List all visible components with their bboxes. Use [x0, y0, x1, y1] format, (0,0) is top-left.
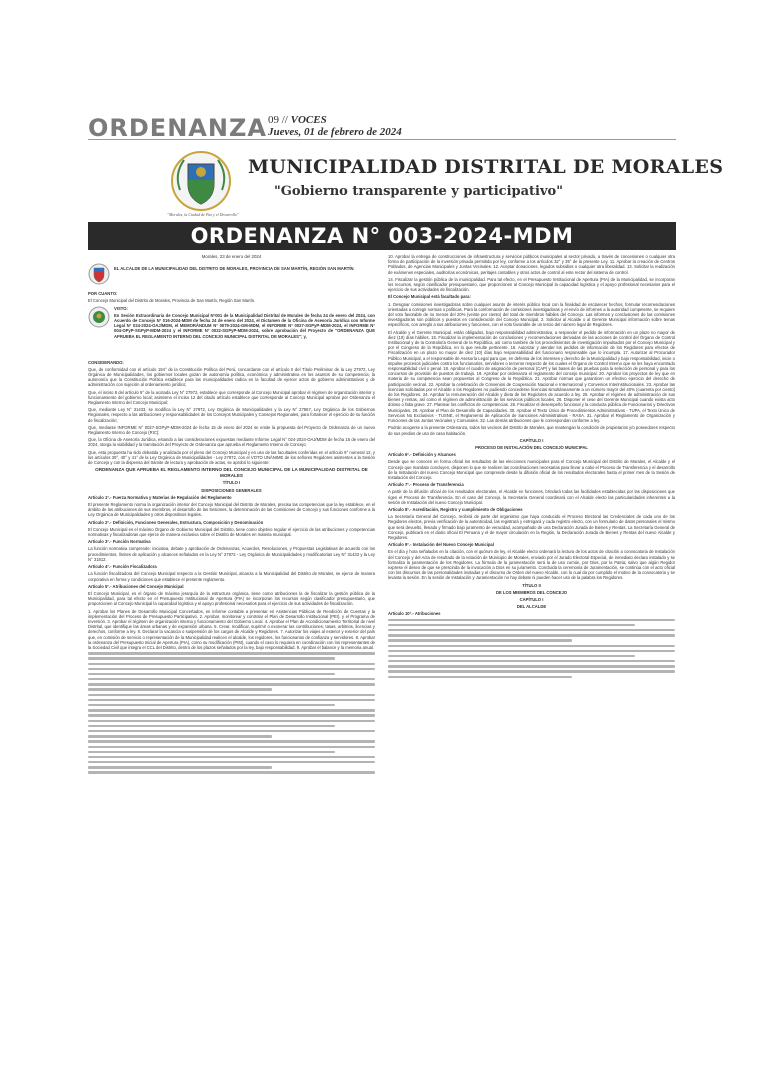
- article-list: El Alcalde y el Gerente Municipal, están obligados, bajo responsabilidad administrativa, a responder el pedido de información en un plazo no mayor de diez (10) días hábiles. 15. Fiscalizar la implementación de conclusiones y recomendaciones derivadas de las acciones de control del Órgano de Control Institucional y de la Contraloría General de la República, así como también de los procedimientos de investigación impulsados por el Concejo Municipal y por el Congreso de la República, en lo que resulte pertinente. 16. Autorizar y atender los pedidos de información de los Regidores para efectos de Fiscalización en un plazo no mayor de diez (10) días bajo responsabilidad del funcionario responsable que lo incumpla. 17. Autorizar al Procurador Público Municipal, a el responsable de Asesoría Legal para que, en defensa de los intereses y derecho de la Municipalidad y bajo responsabilidad, inicie o impulse procesos judiciales contra los funcionarios, servidores o terceros respecto de los cuales el Órgano de Control Interno que se les haya encontrado responsabilidad civil o penal. 18. Aprobar el cuadro de asignación de personal (CAP) y las bases de las pruebas para la selección de personal y para los concursos de provisión de puestos de trabajo. 19. Aprobar por ordenanza el reglamento del concejo municipal. 20. Aprobar los proyectos de ley que en materia de su competencia sean propuestos al Congreso de la República. 21. Aprobar normas que garanticen un efectivo ejercicio del derecho de participación vecinal. 22. Aprobar la celebración de Convenios de Cooperación Nacional e Internacional y Convenios Interinstitucionales. 23. Aprobar las licencias solicitadas por el Alcalde o los Regidores no pudiendo concederse licencias simultáneamente a un número mayor del 40% (cuarenta por ciento) de los Regidores. 24. Aprobar la remuneración del Alcalde y dieta de los Regidores de acuerdo a ley. 25. Aprobar el régimen de administración de sus bienes y rentas, así como el régimen de administración de los servicios públicos locales. 26. Disponer el cese del Gerente Municipal cuando exista acto doloso o falta grave. 27. Plantear los conflictos de competencias. 28. Fiscalizar el desempeño funcional y la conducta pública de Funcionarios y Directivos Municipales. 29. Aprobar el Plan de Desarrollo de Capacidades. 30. Aprobar el Texto Único de Procedimientos Administrativos - TUPA, el Texto Único de Servicios No Exclusivos - TUSNE, el Reglamento de Aplicación de Sanciones Administrativas - RASA. 31. Aprobar el Reglamento de Organización y Funciones de las Juntas Vecinales y Comunales. 32. Las demás atribuciones que le correspondan conforme a ley.: [388, 329, 675, 424]
- article-heading: Artículo 7°.- Proceso de Transferencia: [388, 482, 464, 488]
- coat-of-arms-motto: "Morales, la Ciudad de Paz y el Desarrollo": [167, 212, 239, 217]
- article-text: El presente Reglamento norma la organización interior del Concejo Municipal del Distrito de Morales, precisa las competencias que la ley establece, en el ámbito de las atribuciones de sus miembros, el desarrollo de las Sesiones, la determinación de las Comisiones de Concejo y sus funciones conforme a la Ley Orgánica de Municipalidades y otros dispositivos legales.: [88, 502, 375, 518]
- considerando-paragraph: Que, el inciso 8 del artículo 9° de la acotada Ley N° 27972, establece que corresponde al Concejo Municipal aprobar el régimen de organización interior y funcionamiento del gobierno local; asimismo el inciso 12 del citado artículo establece que corresponde al Concejo Municipal aprobar por Ordenanza el Reglamento Interno del Concejo Municipal;: [88, 389, 375, 406]
- newspaper-page: [88, 112, 724, 1017]
- national-shield-icon: [88, 263, 110, 285]
- title-i: TÍTULO I: [222, 480, 241, 486]
- faculties-text: 1. Designar comisiones investigadoras sobre cualquier asunto de interés público local con la finalidad de esclarecer hechos, formular recomendaciones orientadas a corregir normas o políticas. Para la conformación de comisiones investigadoras y el envío de informes a la autoridad competente, se requiere del voto favorable de no menos del 20% (veinte por ciento) del total de miembros hábiles del Concejo. Las informes y conclusiones de las comisiones investigadoras son públicos y puestos en consideración del Concejo Municipal. 2. Solicitar al Alcalde o al Gerente Municipal información sobre temas específicos, con arreglo a sus atribuciones y funciones, con el voto favorable de un tercio del número legal de Regidores.: [388, 301, 675, 328]
- article-heading: Artículo 9°.- Instalación del Nuevo Concejo Municipal: [388, 542, 494, 548]
- article-heading: Artículo 1°.- Fuerza Normativa y Materias de Regulación del Reglamento: [88, 494, 232, 500]
- header-divider: [88, 139, 676, 140]
- article-text: La función fiscalizadora del Concejo Municipal respecto a la Gestión Municipal, alcanza a la Municipalidad del Distrito de Morales, se ejerce de manera corporativa en forma y condiciones que establece el presente reglamento.: [88, 571, 375, 582]
- issue-meta: [268, 114, 402, 138]
- continued-text-lines: [388, 619, 675, 678]
- continued-text-lines: [88, 652, 375, 774]
- article-heading: Artículo 3°.- Función Normativa: [88, 539, 151, 545]
- title-i-name: DISPOSICIONES GENERALES: [201, 487, 262, 493]
- place-date: Morales, 23 de enero del 2024: [201, 254, 262, 259]
- coat-of-arms-icon: [170, 150, 232, 212]
- article-heading: Artículo 8°.- Acreditación, Registro y cumplimiento de Obligaciones: [388, 506, 523, 512]
- title-ii-name: DE LOS MIEMBROS DEL CONCEJO: [495, 589, 568, 595]
- article-text: El Concejo Municipal, es el órgano de máxima jerarquía de la estructura orgánica, tiene como atribuciones la de fiscalizar la gestión pública de la Municipalidad, para tal efecto en el Presupuesto Institucional de Apertura (PIA) se incorporan los recursos según clasificador presupuestario, que proporcionen al Concejo Municipal la capacidad logística y el apoyo profesional necesarios para el ejercicio de sus actividades de fiscalización.: [88, 590, 375, 607]
- article-text: La función normativa comprende: iniciativa, debate y aprobación de Ordenanzas, Acuerdos, Resoluciones, y Propuestas Legislativas de acuerdo con los procedimientos, límites de aplicación y alcances señalados en la Ley N° 27972 - Ley Orgánica de Municipalidades y modificatorias Ley N° 31433 y la Ley N° 31812.: [88, 546, 375, 562]
- visto-label: VISTO:: [114, 305, 128, 311]
- article-list: 14. Fiscalizar la gestión pública de la municipalidad. Para tal efecto, en el Presupuesto Institucional de Apertura (PIA) de la Municipalidad, se incorporan los recursos, según clasificador presupuestario, que proporcionen al Concejo Municipal la capacidad logística y el apoyo profesional necesarios para el ejercicio de sus actividades de fiscalización.: [388, 276, 675, 293]
- visto-content: [114, 306, 375, 341]
- municipality-slogan: "Gobierno transparente y participativo": [274, 184, 563, 199]
- article-list: 10. Aprobar la entrega de construcciones de infraestructura y servicios públicos municipales al sector privado, a través de concesiones o cualquier otra forma de participación de la inversión privada permitida por ley, conforme a los artículos 32° y 35° de la presente Ley. 11. Aprobar la creación de Centros Poblados, de Agencias Municipales y Juntas Vecinales. 12. Aceptar donaciones, legados subsidios o cualquier otra liberalidad. 13. Solicitar la realización de exámenes especiales, auditorías económicas, peritajes contables y otros actos de control al ente rector del sistema de control.: [388, 254, 675, 275]
- considerando-paragraph: Que, la Oficina de Asesoría Jurídica, estando a las consideraciones expuestas mediante Informe Legal N° 024-2024-OAJ/MDM de fecha 16 de enero del 2024, otorga la viabilidad y la tramitación del Proyecto de Ordenanza que aprueba el Reglamento Interno de Concejo;: [88, 437, 375, 448]
- left-column: [88, 254, 375, 1044]
- visto-text: En Sesión Extraordinaria de Concejo Municipal N°001 de la Municipalidad Distrital de Morales de fecha 24 de enero del 2024, con Acuerdo de Concejo N° 016-2024-MDM de fecha 24 de enero del 2024, el Dictamen de la Oficina de Asesoría Jurídica con Informe Legal N° 024-2024-OAJ/MDM, el MEMORÁNDUM N° 0079-2024-GM-MDM, el INFORME N° 0027-SGPyP-MDM-2024, el INFORME N° 004-OPyP-SGPyP-MDM-2024 y el INFORME N° 0022-SGPyP-MDM-2024, sobre aprobación del Proyecto de "ORDENANZA QUE APRUEBA EL REGLAMENTO INTERNO DEL CONCEJO MUNICIPAL DISTRITAL DE MORALES"; y,: [114, 312, 375, 339]
- considerando-paragraph: Que, esta propuesta ha sido debatida y analizada por el pleno del Concejo Municipal y en uso de las facultades conferidas en el artículo 9° numeral 12, y los artículos 39°, 40° y 41° de la Ley Orgánica de Municipalidades - Ley 27972, con el VOTO UNÁNIME de los señores Regidores asistentes a la Sesión de Concejo y con la dispensa del trámite de lectura y aprobación de actas, se aprobó lo siguiente:: [88, 449, 375, 466]
- section-title: ORDENANZA: [88, 114, 267, 142]
- right-column: [388, 254, 675, 1044]
- ordinance-title: ORDENANZA N° 003-2024-MDM: [88, 222, 676, 250]
- issue-line: [268, 114, 402, 126]
- chapter-i-name: PROCESO DE INSTALACIÓN DEL CONCEJO MUNICIPAL: [475, 444, 588, 450]
- article-heading: Artículo 10°.- Atribuciones: [388, 611, 441, 617]
- considerando-paragraph: Que, de conformidad con el artículo 194° de la Constitución Política del Perú, concordante con el artículo II del Título Preliminar de la Ley 27972, Ley Orgánica de Municipalidades, los gobiernos locales gozan de autonomía política, económica y administrativa en los asuntos de su competencia; la autonomía que la Constitución Política establece para las municipalidades radica en la facultad de ejercer actos de gobierno administrativos y de administración con sujeción al ordenamiento jurídico;: [88, 366, 375, 388]
- page-header: [88, 112, 676, 142]
- visto-block: [88, 306, 375, 358]
- article-heading: Artículo 4°.- Función Fiscalizadora: [88, 564, 157, 570]
- faculties-heading: El Concejo Municipal está facultado para:: [388, 294, 471, 300]
- title-ii: TÍTULO II: [522, 582, 541, 588]
- considerando-label: CONSIDERANDO:: [88, 359, 124, 365]
- article-heading: Artículo 6°.- Definición y Alcances: [388, 452, 456, 458]
- paper-name: VOCES: [290, 114, 327, 126]
- article-text: Desde que se conocen en forma oficial los resultados de las elecciones municipales para el Concejo Municipal del Distrito de Morales, el Alcalde y el Concejo que mandato concluyen, disponen lo que se realicen las coordinaciones necesarias para llevar a cabo el Proceso de Transferencia y el desarrollo de la Instalación del nuevo Concejo Municipal que comprende desde la difusión oficial de los resultados electorales hasta el primer mes de la Sesión de Instalación del Concejo.: [388, 459, 675, 480]
- addressee-block: [88, 263, 375, 289]
- article-text: El Concejo Municipal es el máximo Órgano de Gobierno Municipal del Distrito, tiene como objetivo regular el ejercicio de las atribuciones y competencias normativas y fiscalizadoras que ejerce de manera exclusiva sobre el Distrito de Morales en materia municipal.: [88, 526, 375, 538]
- por-cuanto-label: POR CUANTO:: [88, 291, 118, 297]
- article-heading: Artículo 2°.- Definición, Funciones Generales, Estructura, Composición y Denominación: [88, 519, 264, 525]
- chapter-i-b-name: DEL ALCALDE: [516, 604, 547, 610]
- considerando-paragraph: Que, mediante Ley N° 31433, se modifica la Ley N° 27972, Ley Orgánica de Municipalidades y la Ley N° 27867, Ley Orgánica de los Gobiernos Regionales, respecto a las atribuciones y responsabilidades de los Concejos Municipales y Consejos Regionales, para fortalecer el ejercicio de su función de fiscalización;: [88, 407, 375, 423]
- issue-date: Jueves, 01 de febrero de 2024: [268, 126, 402, 138]
- ordinance-body: [88, 254, 676, 1044]
- issue-number: 09 //: [268, 114, 288, 126]
- addressee: EL ALCALDE DE LA MUNICIPALIDAD DEL DISTRITO DE MORALES, PROVINCIA DE SAN MARTÍN, REGIÓN SAN MARTÍN: [114, 266, 354, 272]
- municipal-seal-icon: [88, 306, 110, 328]
- article-text: A partir de la difusión oficial de los resultados electorales, el Alcalde en funciones, brindará todas las facilidades establecidas por las disposiciones que rigen el Proceso de Transferencia. En el caso del Concejo, la Secretaría General coordinará con el Alcalde electo las particularidades inherentes a la sesión de Instalación del nuevo Concejo Municipal.: [388, 489, 675, 505]
- chapter-i-b: CAPÍTULO I: [519, 596, 544, 602]
- chapter-i: CAPÍTULO I: [519, 437, 544, 443]
- article-heading: Artículo 5°.- Atribuciones del Concejo Municipal: [88, 583, 184, 589]
- municipality-name: MUNICIPALIDAD DISTRITAL DE MORALES: [248, 156, 724, 178]
- article-text: En el día y hora señalados en la citación, con el quórum de ley, el Alcalde electo ordenará la lectura de los actos de citación a convocatoria de Instalación del Concejo y del Acta de resultado de la votación de Municipio de Morales, enviado por el Jurado Electoral Especial, de inmediato declara instalado y se formaliza la juramentación de los Regidores. La fórmula de la juramentación será la de uso común, por Dios, por la Patria; salvo que algún Regidor exprese el deseo de que se prescinda de la invocación a Dios en su juramento. Concluida la ceremonia de Juramentación, se continúa con el acto oficial con los discursos de las personalidades invitadas y el discurso de Orden del nuevo Alcalde, con lo cual da por cumplido el motivo de la convocatoria y se levanta la sesión. En la sesión de Instalación y Juramentación no hay debate ni pueden hacer uso de la palabra los Regidores.: [388, 549, 675, 581]
- municipality-banner: [88, 148, 724, 220]
- considerando-paragraph: Que, mediante INFORME N° 0027-SGPyP-MDM-2024 de fecha 15 de enero del 2024 se emite la propuesta del Proyecto de Ordenanza de un nuevo Reglamento Interno de Concejo (RIC);: [88, 424, 375, 436]
- article-text: La Secretaría General del Concejo, recibirá de parte del organismo que haya conducido el Proceso Electoral las Credenciales de cada uno de los Regidores electos, previa verificación de la autenticidad, las registrará y entregará y cada registro electo, con un formulario de datos personales el mismo que será devuelto, llenado y firmado bajo juramento de veracidad, acompañado de una Declaración Jurada de Bienes y Rentas. La Secretaría General de Concejo, publicará en el diario oficial El Peruano y el de mayor circulación en la Región, la Declaración Jurada de Bienes y Rentas del nuevo Alcalde y Regidores.: [388, 514, 675, 540]
- article-list: 1. Aprobar los Planes de Desarrollo Municipal Concertados, en informe contable a presentar en Asistencias Públicas de Rendición de Cuentas y la implementación del Proceso de Presupuesto Participativo. 2. Aprobar, monitorear y controlar el Plan de Desarrollo Institucional (PEI), y el Programa de Inversión. 3. Aprobar el régimen de organización interna y funcionamiento del Gobierno Local. 4. Aprobar el Plan de Acondicionamiento Territorial de nivel Distrital, que identifique las áreas urbanas y de expansión urbana. 5. Crear, modificar, suprimir o exonerar las contribuciones, tasas, arbitrios, licencias y derechos, conforme a ley. 6. Declarar la vacancia o suspensión de los cargos de Alcalde y Regidores. 7. Autorizar los viajes al exterior y exterior del país que, en comisión de servicio o representación de la Municipalidad realicen el alcalde, los regidores, los funcionarios de confianza y servidores. 8. Aprobar la ordenanza del Presupuesto Inicial de Apertura (PIA), como su modificación (PIM), cuando el caso lo requiera en coordinación con los representantes de la Sociedad Civil que integra el CCL del Distrito, dentro de los plazos señalados por la ley, bajo responsabilidad. 9. Aprobar el balance y la memoria anual.: [88, 608, 375, 650]
- ordinance-heading: ORDENANZA QUE APRUEBA EL REGLAMENTO INTERNO DEL CONCEJO MUNICIPAL DE LA MUNICIPALIDAD DISTRITAL DE MORALES: [95, 467, 368, 478]
- article-text: Podrán acogerse a la presente Ordenanza, todos los vecinos del Distrito de Morales, que mantengan la condición de propietarios y/o poseedores respecto de sus predios de uso de casa habitación.: [388, 425, 675, 436]
- por-cuanto-text: El Concejo Municipal del Distrito de Morales, Provincia de San Martín, Región San Martín.: [88, 298, 256, 304]
